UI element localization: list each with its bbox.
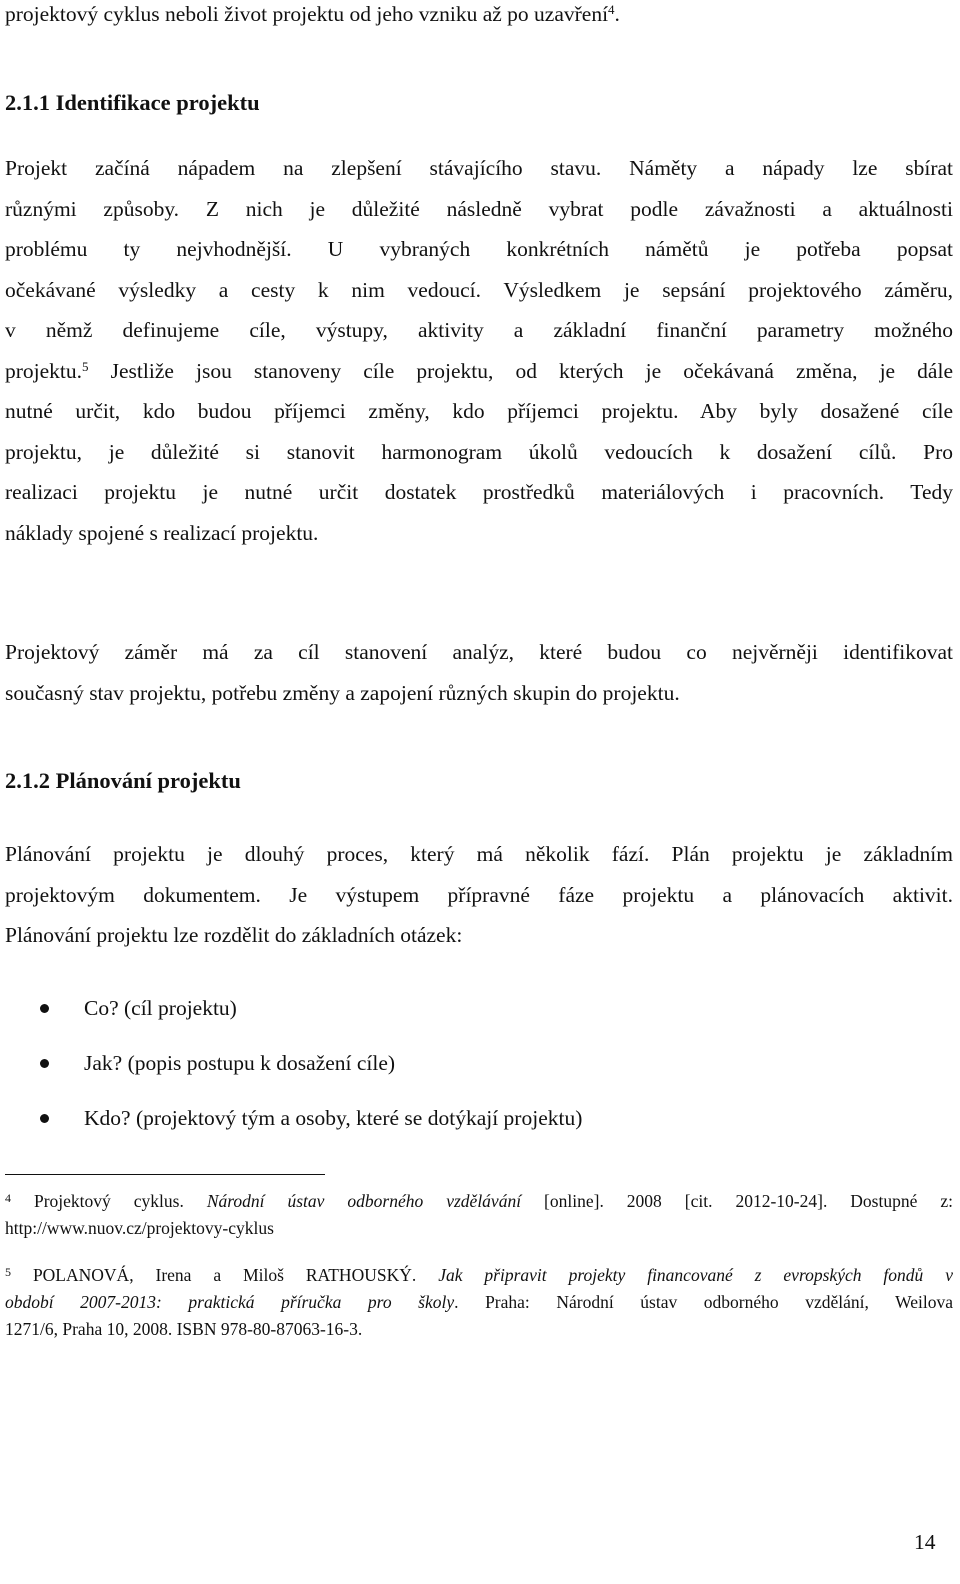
top-line-text: projektový cyklus neboli život projektu od jeho vzniku až po uzavření xyxy=(5,2,609,26)
paragraph-planovani xyxy=(5,834,953,956)
text-line: projektovým dokumentem. Je výstupem přípravné fáze projektu a plánovacích aktivit. xyxy=(5,882,953,907)
paragraph-projektovy-zamer xyxy=(5,632,953,713)
list-item: Jak? (popis postupu k dosažení cíle) xyxy=(0,1043,900,1098)
bullet-icon xyxy=(40,1114,49,1123)
text-line: současný stav projektu, potřebu změny a zapojení různých skupin do projektu. xyxy=(5,680,680,705)
text-line: Plánování projektu je dlouhý proces, který má několik fází. Plán projektu je základním xyxy=(5,842,953,866)
page-number: 14 xyxy=(914,1530,936,1554)
text-line: projektu, je důležité si stanovit harmonogram úkolů vedoucích k dosažení cílů. Pro xyxy=(5,439,953,464)
list-item: Co? (cíl projektu) xyxy=(0,988,900,1043)
section-heading-identifikace: 2.1.1 Identifikace projektu xyxy=(5,90,260,115)
text-line: různými způsoby. Z nich je důležité následně vybrat podle závažnosti a aktuálnosti xyxy=(5,196,953,221)
text-line: Projekt začíná nápadem na zlepšení stávajícího stavu. Náměty a nápady lze sbírat xyxy=(5,156,953,180)
text-line: projektu.$^5$ Jestliže jsou stanoveny cíle projektu, od kterých je očekávaná změna, je dále xyxy=(5,358,953,383)
text-line: v němž definujeme cíle, výstupy, aktivity a základní finanční parametry možného xyxy=(5,318,953,342)
bullet-icon xyxy=(40,1059,49,1068)
text-line: očekávané výsledky a cesty k nim vedoucí. Výsledkem je sepsání projektového záměru, xyxy=(5,277,953,302)
footnote-url-link[interactable]: http://www.nuov.cz/projektovy-cyklus xyxy=(5,1218,274,1238)
section-heading-planovani: 2.1.2 Plánování projektu xyxy=(5,768,241,793)
text-line: nutné určit, kdo budou příjemci změny, kdo příjemci projektu. Aby byly dosažené cíle xyxy=(5,399,953,423)
footnote-separator xyxy=(5,1174,325,1175)
footnote-number: 5 xyxy=(5,1265,11,1279)
bullet-icon xyxy=(40,1004,49,1013)
text-line: náklady spojené s realizací projektu. xyxy=(5,520,319,545)
text-line: realizaci projektu je nutné určit dostatek prostředků materiálových i pracovních. Tedy xyxy=(5,480,953,504)
footnote-ref-5[interactable]: 5 xyxy=(82,358,89,374)
footnote-4: $^4$ Projektový cyklus. Národní ústav odborného vzdělávání [online]. 2008 [cit. 2012-10-24]. Dostupné z: http://www.nuov.cz/projektovy-cyklus xyxy=(5,1188,953,1242)
paragraph-identifikace xyxy=(5,148,953,553)
top-line: projektový cyklus neboli život projektu od jeho vzniku až po uzavření$^4$. xyxy=(5,2,620,26)
footnote-5: $^5$ POLANOVÁ, Irena a Miloš RATHOUSKÝ. Jak připravit projekty financované z evropských fondů v období 2007-2013: praktická příručka pro školy. Praha: Národní ústav odborného vzdělání, Weilova 1271/6, Praha 10, 2008. ISBN 978-80-87063-16-3. xyxy=(5,1265,953,1339)
text-line: problému ty nejvhodnější. U vybraných konkrétních námětů je potřeba popsat xyxy=(5,237,953,261)
list-item: Kdo? (projektový tým a osoby, které se dotýkají projektu) xyxy=(0,1098,900,1153)
footnote-ref-4[interactable]: 4 xyxy=(608,2,615,17)
text-line: Projektový záměr má za cíl stanovení analýz, které budou co nejvěrněji identifikovat xyxy=(5,640,953,664)
question-list xyxy=(0,988,900,1153)
text-line: Plánování projektu lze rozdělit do základních otázek: xyxy=(5,923,463,947)
footnote-number: 4 xyxy=(5,1191,11,1205)
